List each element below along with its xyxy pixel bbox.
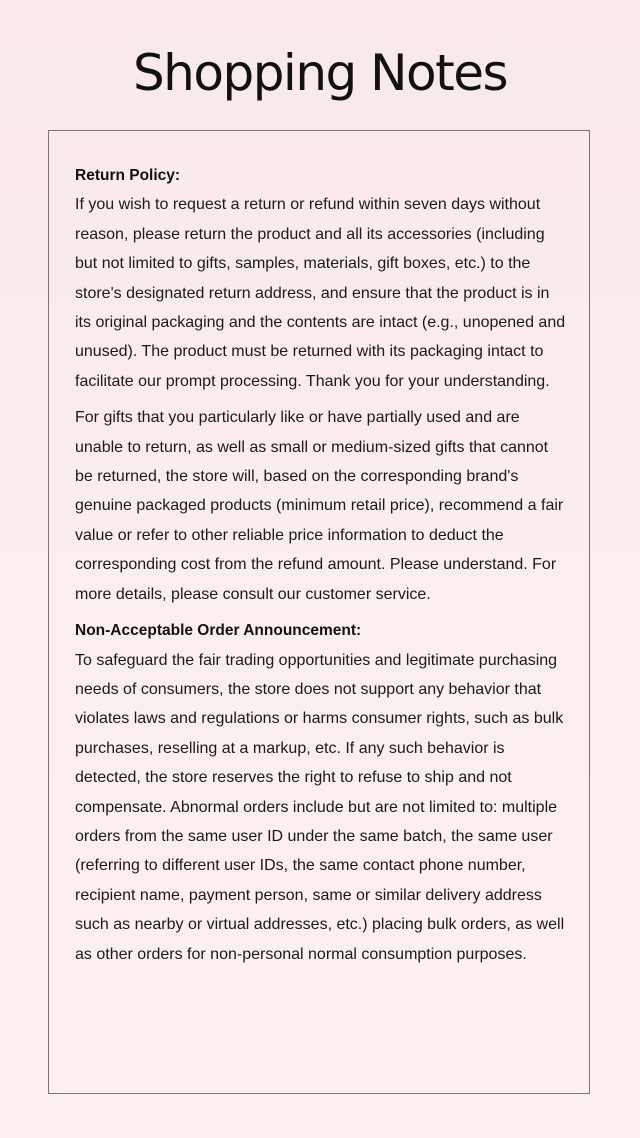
page-title: Shopping Notes — [132, 44, 508, 102]
section-heading: Return Policy: — [75, 167, 181, 184]
section-paragraph: For gifts that you particularly like or have partially used and are unable to return, as well as small or medium-sized gifts that cannot be returned, the store will, based on the corresponding brand's genuine packaged products (minimum retail price), recommend a fair value or refer to other reliable price information to deduct the corresponding cost from the refund amount. Please understand. For more details, please consult our customer service. — [75, 409, 564, 603]
non-acceptable-order-section — [75, 616, 567, 969]
return-policy-section — [75, 161, 567, 609]
section-paragraph: If you wish to request a return or refund within seven days without reason, please return the product and all its accessories (including but not limited to gifts, samples, materials, gift boxes, etc.) to the store's designated return address, and ensure that the product is in its original packaging and the contents are intact (e.g., unopened and unused). The product must be returned with its packaging intact to facilitate our prompt processing. Thank you for your understanding. — [75, 196, 566, 390]
section-paragraph: To safeguard the fair trading opportunities and legitimate purchasing needs of consumers, the store does not support any behavior that violates laws and regulations or harms consumer rights, such as bulk purchases, reselling at a markup, etc. If any such behavior is detected, the store reserves the right to refuse to ship and not compensate. Abnormal orders include but are not limited to: multiple orders from the same user ID under the same batch, the same user (referring to different user IDs, the same contact phone number, recipient name, payment person, same or similar delivery address such as nearby or virtual addresses, etc.) placing bulk orders, as well as other orders for non-personal normal consumption purposes. — [75, 651, 565, 963]
notes-panel — [48, 130, 590, 1094]
section-heading: Non-Acceptable Order Announcement: — [75, 622, 362, 640]
